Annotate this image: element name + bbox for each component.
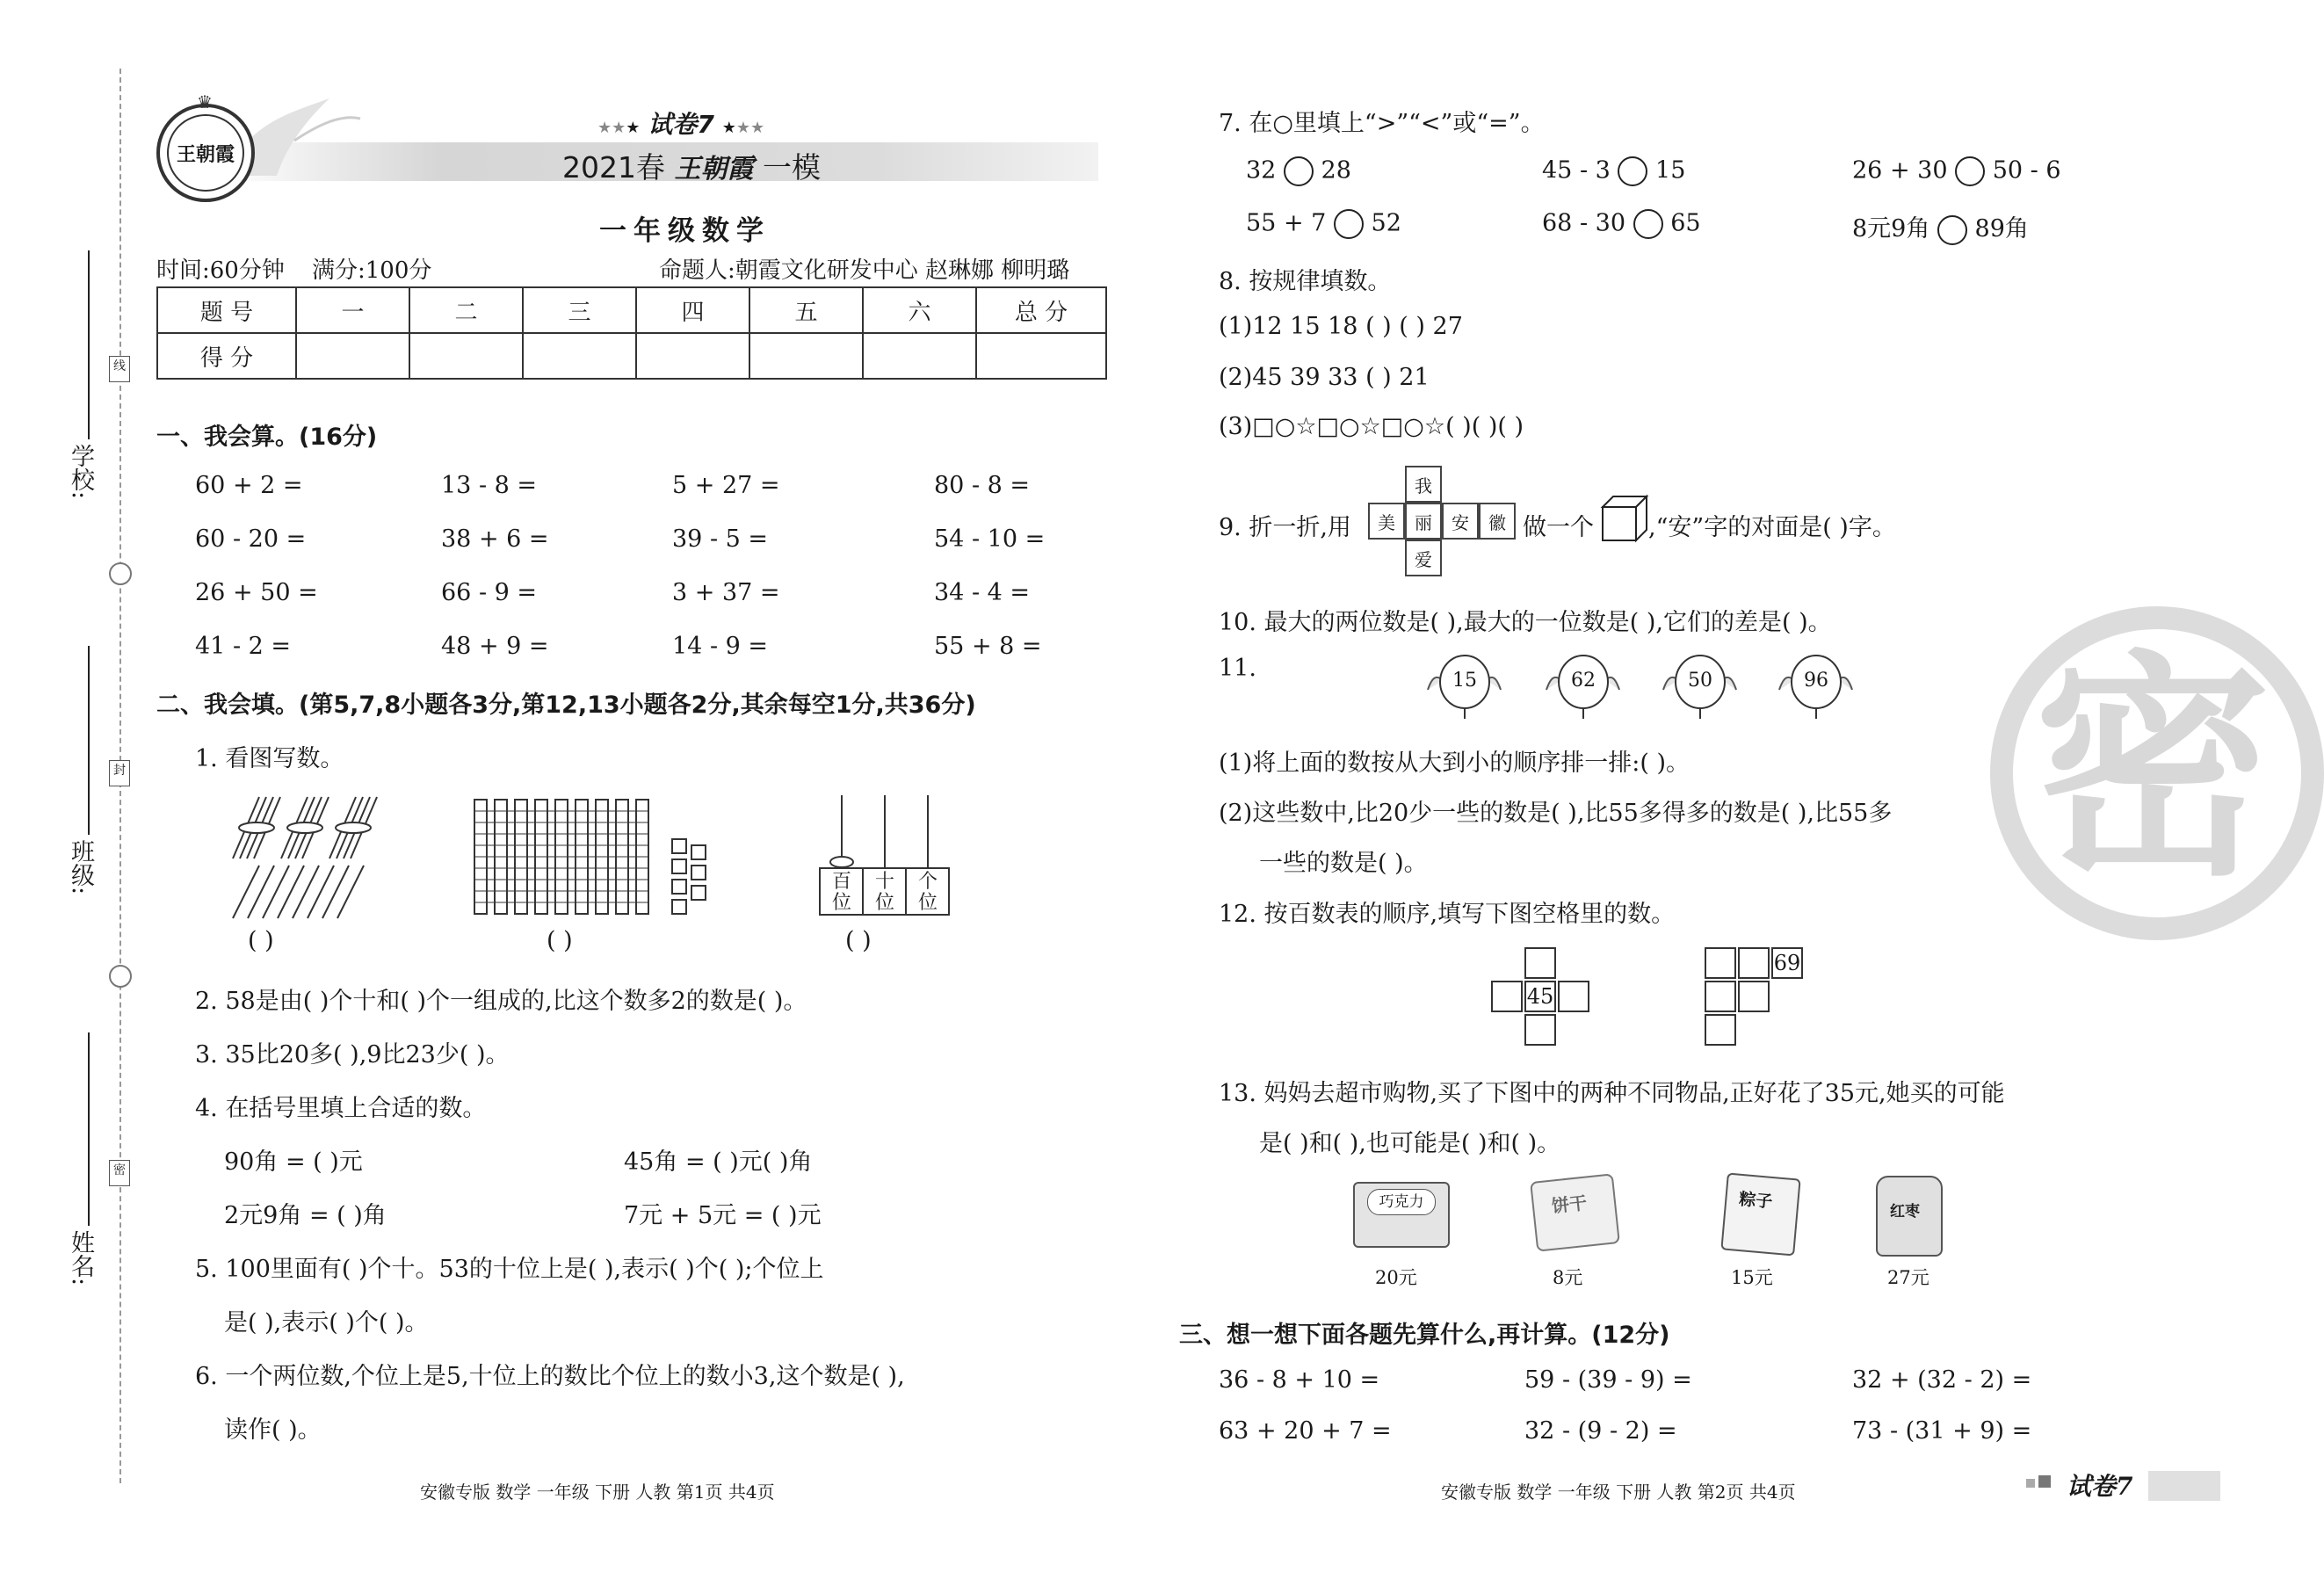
q7-item [1852, 209, 2029, 245]
calc-item: 73 - (31 + 9) = [1852, 1417, 2032, 1445]
score-header-cell: 二 [409, 287, 523, 333]
logo-inner-ring [167, 114, 244, 192]
score-cell[interactable] [523, 333, 636, 379]
series-title: 试卷7 [648, 110, 714, 139]
q2-text: 2. 58是由( )个十和( )个一组成的,比这个数多2的数是( )。 [195, 988, 807, 1015]
class-line [88, 646, 90, 835]
calc-item: 38 + 6 = [441, 525, 549, 553]
q7-right: 15 [1655, 156, 1686, 185]
time-limit: 时间:60分钟 [156, 257, 285, 284]
watermark-text: 密 [2034, 631, 2271, 908]
footer-badge: 试卷7 [2067, 1472, 2133, 1501]
footer-right: 安徽专版 数学 一年级 下册 人教 第2页 共4页 [1441, 1481, 1796, 1503]
full-score: 满分:100分 [312, 257, 432, 284]
section3-title: 三、想一想下面各题先算什么,再计算。(12分) [1179, 1322, 1670, 1349]
calc-item: 26 + 50 = [195, 579, 318, 606]
calc-item: 80 - 8 = [934, 472, 1031, 499]
calc-item: 34 - 4 = [934, 579, 1031, 606]
net-cell: 美 [1368, 503, 1405, 540]
q13-text: 13. 妈妈去超市购物,买了下图中的两种不同物品,正好花了35元,她买的可能 [1219, 1080, 2005, 1107]
product-label: 红枣 [1890, 1203, 1920, 1221]
grid-cell[interactable] [1524, 1014, 1556, 1046]
balloon-number: 62 [1571, 670, 1596, 692]
name-label: 姓名: [67, 1230, 94, 1286]
star-icon: ★ [721, 119, 736, 137]
binding-hole-icon [109, 965, 132, 988]
compare-circle[interactable] [1633, 209, 1663, 239]
score-table-score-row [157, 333, 1106, 379]
q7-left: 45 - 3 [1542, 156, 1611, 185]
cube-rods-icon [470, 791, 725, 918]
q1-blank[interactable]: ( ) [845, 927, 872, 954]
q9-text-mid: 做一个 [1523, 514, 1594, 541]
calc-item: 54 - 10 = [934, 525, 1046, 553]
q8-sub2: (2)45 39 33 ( ) 21 [1219, 364, 1430, 391]
q5-text: 5. 100里面有( )个十。53的十位上是( ),表示( )个( );个位上 [195, 1256, 824, 1283]
calc-item: 32 - (9 - 2) = [1524, 1417, 1677, 1445]
compare-circle[interactable] [1284, 156, 1314, 186]
star-icon: ★★ [597, 119, 626, 137]
q1-blank[interactable]: ( ) [547, 927, 573, 954]
subject-title: 一年级数学 [599, 215, 771, 247]
abacus-label-hundreds: 百位 [831, 871, 851, 914]
binding-mark-mi: 密 [109, 1160, 130, 1186]
footer-square-icon [2038, 1475, 2051, 1488]
score-cell[interactable] [636, 333, 749, 379]
product-price: 8元 [1553, 1267, 1583, 1288]
q7-item [1246, 209, 1401, 239]
q11-sub2: (2)这些数中,比20少一些的数是( ),比55多得多的数是( ),比55多 [1219, 800, 1893, 827]
net-cell: 徽 [1479, 503, 1516, 540]
compare-circle[interactable] [1955, 156, 1985, 186]
calc-item: 60 + 2 = [195, 472, 303, 499]
q11-sub2-cont: 一些的数是( )。 [1259, 850, 1428, 877]
q12-text: 12. 按百数表的顺序,填写下图空格里的数。 [1219, 901, 1676, 928]
q9-text-post: ,“安”字的对面是( )字。 [1648, 514, 1896, 541]
balloon-number: 96 [1804, 670, 1828, 692]
calc-item: 41 - 2 = [195, 633, 292, 660]
footer-badge-bar [2148, 1471, 2220, 1501]
score-header-cell: 五 [749, 287, 863, 333]
calc-item: 39 - 5 = [672, 525, 769, 553]
q7-item [1246, 156, 1351, 186]
q1-text: 1. 看图写数。 [195, 745, 344, 772]
q7-right: 52 [1371, 209, 1401, 237]
q7-item [1542, 156, 1685, 186]
grid-cell[interactable] [1705, 981, 1736, 1012]
score-cell[interactable] [409, 333, 523, 379]
q8-sub3: (3)□○☆□○☆□○☆( )( )( ) [1219, 413, 1524, 440]
score-header-cell: 题 号 [157, 287, 296, 333]
q7-left: 32 [1246, 156, 1277, 185]
calc-item: 63 + 20 + 7 = [1219, 1417, 1392, 1445]
q11-sub1: (1)将上面的数按从大到小的顺序排一排:( )。 [1219, 750, 1690, 777]
score-header-cell: 总 分 [976, 287, 1106, 333]
product-price: 27元 [1887, 1267, 1929, 1288]
watermark-seal [1990, 606, 2324, 940]
q1-blank[interactable]: ( ) [248, 927, 274, 954]
grid-cell[interactable] [1491, 981, 1523, 1012]
exam-title-prefix: 2021春 [562, 150, 665, 185]
compare-circle[interactable] [1334, 209, 1364, 239]
calc-item: 32 + (32 - 2) = [1852, 1366, 2032, 1394]
exam-title-suffix: 一模 [762, 150, 821, 185]
q4-item: 90角 = ( )元 [224, 1148, 363, 1176]
net-cell: 丽 [1405, 503, 1442, 540]
compare-circle[interactable] [1937, 215, 1967, 245]
q8-text: 8. 按规律填数。 [1219, 268, 1392, 295]
q7-left: 55 + 7 [1246, 209, 1327, 237]
product-jujube [1876, 1176, 1943, 1257]
school-label: 学校: [67, 444, 94, 500]
q4-item: 7元 + 5元 = ( )元 [624, 1202, 822, 1229]
footer-square-icon [2026, 1479, 2035, 1488]
product-price: 15元 [1731, 1267, 1773, 1288]
calc-item: 55 + 8 = [934, 633, 1042, 660]
balloon-number: 15 [1452, 670, 1477, 692]
q7-item [1542, 209, 1701, 239]
calc-item: 59 - (39 - 9) = [1524, 1366, 1692, 1394]
grid-cell[interactable] [1705, 1014, 1736, 1046]
product-chocolate [1353, 1182, 1450, 1248]
score-cell[interactable] [976, 333, 1106, 379]
grid-cell[interactable] [1524, 947, 1556, 979]
name-line [88, 1032, 90, 1226]
calc-item: 3 + 37 = [672, 579, 780, 606]
logo-crown-icon: ♛ [197, 91, 213, 112]
class-label: 班级: [67, 839, 94, 895]
abacus-label-tens: 十位 [874, 871, 894, 914]
calc-item: 5 + 27 = [672, 472, 780, 499]
score-header-cell: 一 [296, 287, 409, 333]
q6-text-cont: 读作( )。 [224, 1416, 322, 1444]
star-icon: ★★ [735, 119, 765, 137]
q7-item [1852, 156, 2061, 186]
score-cell[interactable] [749, 333, 863, 379]
q7-right: 50 - 6 [1992, 156, 2061, 185]
product-label: 粽子 [1738, 1189, 1774, 1213]
grid-cell-given: 45 [1524, 981, 1556, 1012]
q7-right: 65 [1670, 209, 1701, 237]
q7-right: 89角 [1974, 215, 2029, 243]
section2-title: 二、我会填。(第5,7,8小题各3分,第12,13小题各2分,其余每空1分,共36分) [156, 692, 976, 719]
q7-text: 7. 在○里填上“>”“<”或“=”。 [1219, 110, 1545, 137]
abacus-label-ones: 个位 [917, 871, 938, 914]
balloon-number: 50 [1688, 670, 1712, 692]
score-header-cell: 六 [863, 287, 976, 333]
score-cell[interactable] [863, 333, 976, 379]
grid-cell[interactable] [1705, 947, 1736, 979]
net-cell-top: 我 [1405, 466, 1442, 503]
school-line [88, 250, 90, 439]
binding-mark-feng: 封 [109, 760, 130, 786]
binding-hole-icon [109, 562, 132, 585]
footer-left: 安徽专版 数学 一年级 下册 人教 第1页 共4页 [420, 1481, 775, 1503]
grid-cell[interactable] [1738, 981, 1770, 1012]
product-biscuit [1530, 1173, 1620, 1251]
q13-text-cont: 是( )和( ),也可能是( )和( )。 [1259, 1130, 1561, 1157]
q10-text: 10. 最大的两位数是( ),最大的一位数是( ),它们的差是( )。 [1219, 609, 1832, 636]
score-table [156, 286, 1107, 380]
product-price: 20元 [1375, 1267, 1417, 1288]
net-cell: 安 [1442, 503, 1479, 540]
exam-title [562, 145, 821, 186]
authors: 命题人:朝霞文化研发中心 赵琳娜 柳明璐 [659, 257, 1070, 284]
calc-item: 13 - 8 = [441, 472, 538, 499]
q9-text-pre: 9. 折一折,用 [1219, 514, 1351, 541]
cube-icon [1601, 495, 1648, 542]
score-cell[interactable] [296, 333, 409, 379]
q7-left: 26 + 30 [1852, 156, 1948, 185]
q6-text: 6. 一个两位数,个位上是5,十位上的数比个位上的数小3,这个数是( ), [195, 1363, 905, 1390]
grid-cell-given: 69 [1771, 947, 1803, 979]
exam-title-brand: 王朝霞 [674, 154, 754, 185]
q5-text-cont: 是( ),表示( )个( )。 [224, 1309, 429, 1337]
sticks-bundle-icon [220, 791, 378, 923]
product-zongzi [1720, 1173, 1800, 1257]
product-label: 饼干 [1550, 1192, 1589, 1217]
score-row-label: 得 分 [157, 333, 296, 379]
calc-item: 60 - 20 = [195, 525, 307, 553]
star-icon: ★ [626, 119, 641, 137]
calc-item: 48 + 9 = [441, 633, 549, 660]
brand-logo [156, 104, 255, 202]
grid-cell[interactable] [1738, 947, 1770, 979]
q8-sub1: (1)12 15 18 ( ) ( ) 27 [1219, 313, 1463, 340]
binding-mark-xian: 线 [109, 356, 130, 382]
calc-item: 36 - 8 + 10 = [1219, 1366, 1380, 1394]
q4-text: 4. 在括号里填上合适的数。 [195, 1095, 487, 1122]
q7-right: 28 [1321, 156, 1351, 185]
section1-title: 一、我会算。(16分) [156, 424, 378, 451]
footer-decoration [2026, 1474, 2051, 1491]
net-cell-bottom: 爱 [1405, 540, 1442, 576]
score-header-cell: 三 [523, 287, 636, 333]
calc-item: 66 - 9 = [441, 579, 538, 606]
q3-text: 3. 35比20多( ),9比23少( )。 [195, 1041, 510, 1069]
score-table-header-row [157, 287, 1106, 333]
compare-circle[interactable] [1618, 156, 1647, 186]
product-label: 巧克力 [1367, 1189, 1436, 1215]
q4-item: 45角 = ( )元( )角 [624, 1148, 813, 1176]
q4-item: 2元9角 = ( )角 [224, 1202, 387, 1229]
series-label [597, 105, 764, 141]
score-header-cell: 四 [636, 287, 749, 333]
logo-text: 王朝霞 [176, 142, 235, 166]
grid-cell[interactable] [1558, 981, 1589, 1012]
q7-left: 68 - 30 [1542, 209, 1626, 237]
q7-left: 8元9角 [1852, 215, 1930, 243]
q11-text: 11. [1219, 655, 1256, 682]
calc-item: 14 - 9 = [672, 633, 769, 660]
